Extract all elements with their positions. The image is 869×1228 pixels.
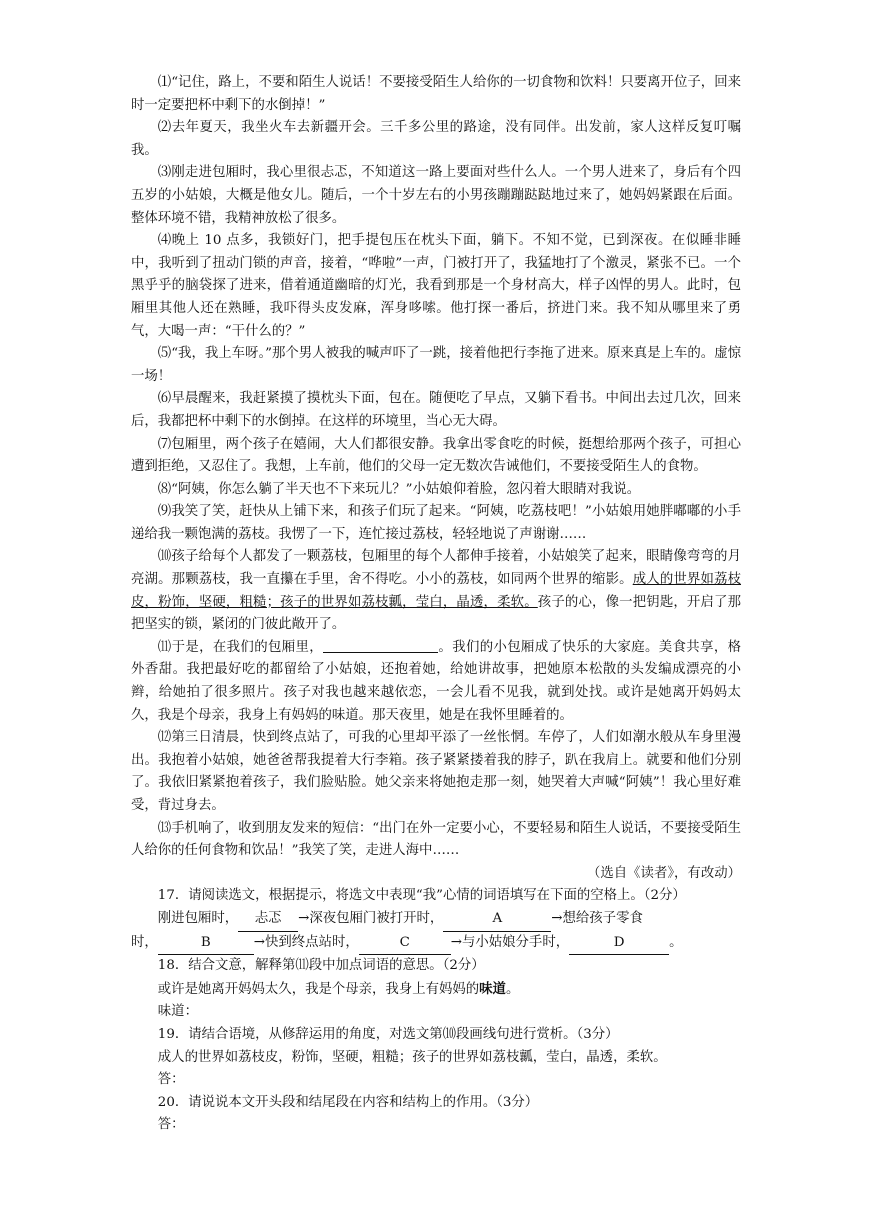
question-20-prompt: 20．请说说本文开头段和结尾段在内容和结构上的作用。（3分） bbox=[157, 1094, 539, 1110]
q17-fill-a: A bbox=[443, 908, 551, 932]
paragraph-8: ⑻“阿姨，你怎么躺了半天也不下来玩儿？”小姑娘仰着脸，忽闪着大眼睛对我说。 bbox=[157, 481, 641, 497]
q17-text-5: →快到终点站时， bbox=[253, 934, 359, 950]
paragraph-11-text-b: 。我们的小包厢成了快乐的大家庭。美食共享，格外香甜。我把最好吃的都留给了小姑娘，还抱着她，给她讲故事，把她原本松散的头发编成漂亮的小辫，给她拍了很多照片。孩子对我也越来越依恋，一会儿看不见我，就到处找。或许是她离开妈妈太久，我是个母亲，我身上有妈妈的味道。那天夜里，她是在我怀里睡着的。 bbox=[131, 639, 742, 723]
question-19-prompt: 19．请结合语境，从修辞运用的角度，对选文第⑽段画线句进行赏析。（3分） bbox=[157, 1026, 619, 1042]
paragraph-5: ⑸“我，我上车呀。”那个男人被我的喊声吓了一跳，接着他把行李拖了进来。原来真是上车的。虚惊一场！ bbox=[131, 346, 741, 384]
q18-key-word: 味道 bbox=[479, 980, 506, 997]
paragraph-10 bbox=[131, 546, 741, 636]
paragraph-10-text-a: ⑽孩子给每个人都发了一颗荔枝，包厢里的每个人都伸手接着，小姑娘笑了起来，眼睛像弯弯的月亮湖。那颗荔枝，我一直攥在手里，舍不得吃。小小的荔枝，如同两个世界的缩影。 bbox=[131, 549, 741, 588]
document-page bbox=[131, 72, 741, 1137]
q18-sentence-text: 或许是她离开妈妈太久，我是个母亲，我身上有妈妈的 bbox=[157, 981, 480, 997]
question-18-answer: 味道： bbox=[157, 1004, 198, 1020]
paragraph-7: ⑺包厢里，两个孩子在嬉闹，大人们都很安静。我拿出零食吃的时候，挺想给那两个孩子，可担心遭到拒绝，又忍住了。我想，上车前，他们的父母一定无数次告诫他们，不要接受陌生人的食物。 bbox=[131, 436, 741, 475]
paragraph-10-text-b: 孩子的心，像一把钥匙，开启了那把坚实的锁，紧闭的门彼此敞开了。 bbox=[131, 594, 742, 633]
paragraph-9: ⑼我笑了笑，赶快从上铺下来，和孩子们玩了起来。“阿姨，吃荔枝吧！”小姑娘用她胖嘟嘟的小手递给我一颗饱满的荔枝。我愣了一下，连忙接过荔枝，轻轻地说了声谢谢…… bbox=[131, 504, 741, 542]
q17-text-4: 时， bbox=[131, 934, 158, 950]
q17-text-7: 。 bbox=[669, 934, 683, 950]
paragraph-11 bbox=[131, 637, 741, 727]
source-note: （选自《读者》，有改动） bbox=[587, 865, 741, 881]
paragraph-12: ⑿第三日清晨，快到终点站了，可我的心里却平添了一丝怅惘。车停了，人们如潮水般从车身里漫出。我抱着小姑娘，她爸爸帮我提着大行李箱。孩子紧紧搂着我的脖子，趴在我肩上。就要和他们分别了。我依旧紧紧抱着孩子，我们脸贴脸。她父亲来将她抱走那一刻，她哭着大声喊“阿姨”！我心里好难受，背过身去。 bbox=[131, 730, 741, 813]
q17-text-6: →与小姑娘分手时， bbox=[450, 934, 570, 950]
paragraph-11-text-a: ⑾于是，在我们的包厢里， bbox=[157, 639, 324, 655]
paragraph-4: ⑷晚上 10 点多，我锁好门，把手提包压在枕头下面，躺下。不知不觉，已到深夜。在似睡非睡中，我听到了扭动门锁的声音，接着，“哗啦”一声，门被打开了，我猛地打了个激灵，紧张不已。一个黑乎乎的脑袋探了进来，借着通道幽暗的灯光，我看到那是一个身材高大，样子凶悍的男人。此时，包厢里其他人还在熟睡，我吓得头皮发麻，浑身哆嗦。他打探一番后，挤进门来。我不知从哪里来了勇气，大喝一声：“干什么的？” bbox=[131, 233, 741, 339]
question-17-prompt: 17．请阅读选文，根据提示，将选文中表现“我”心情的词语填写在下面的空格上。（2分） bbox=[157, 888, 686, 904]
q17-text-3: →想给孩子零食 bbox=[551, 910, 643, 926]
question-17-line-1 bbox=[131, 908, 741, 932]
fill-blank bbox=[323, 638, 438, 653]
question-18-sentence bbox=[131, 978, 741, 1002]
q17-text-1: 刚进包厢时， bbox=[157, 910, 239, 926]
question-20-answer: 答： bbox=[157, 1117, 185, 1133]
q17-fill-1: 忐忑 bbox=[238, 908, 298, 932]
q17-fill-b: B bbox=[158, 932, 254, 956]
question-17-line-2 bbox=[131, 932, 741, 956]
paragraph-3: ⑶刚走进包厢时，我心里很忐忑，不知道这一路上要面对些什么人。一个男人进来了，身后有个四五岁的小姑娘，大概是他女儿。随后，一个十岁左右的小男孩蹦蹦跶跶地过来了，她妈妈紧跟在后面。整体环境不错，我精神放松了很多。 bbox=[131, 165, 741, 226]
paragraph-13: ⒀手机响了，收到朋友发来的短信：“出门在外一定要小心，不要轻易和陌生人说话，不要接受陌生人给你的任何食物和饮品！”我笑了笑，走进人海中…… bbox=[131, 820, 741, 859]
q18-sentence-end: 。 bbox=[505, 981, 520, 997]
underlined-sentence: 成人的世界如荔枝皮，粉饰，坚硬，粗糙；孩子的世界如荔枝瓤，莹白，晶透，柔软。 bbox=[131, 572, 742, 610]
question-19-sentence: 成人的世界如荔枝皮，粉饰，坚硬，粗糙；孩子的世界如荔枝瓤，莹白，晶透，柔软。 bbox=[157, 1049, 667, 1065]
q17-fill-c: C bbox=[359, 932, 451, 956]
question-18-prompt: 18．结合文意，解释第⑾段中加点词语的意思。（2分） bbox=[157, 958, 485, 974]
question-19-answer: 答： bbox=[157, 1072, 185, 1088]
q17-text-2: →深夜包厢门被打开时， bbox=[298, 910, 444, 926]
paragraph-2: ⑵去年夏天，我坐火车去新疆开会。三千多公里的路途，没有同伴。出发前，家人这样反复叮嘱我。 bbox=[131, 120, 741, 158]
paragraph-6: ⑹早晨醒来，我赶紧摸了摸枕头下面，包在。随便吃了早点，又躺下看书。中间出去过几次，回来后，我都把杯中剩下的水倒掉。在这样的环境里，当心无大碍。 bbox=[131, 391, 741, 429]
paragraph-1: ⑴“记住，路上，不要和陌生人说话！不要接受陌生人给你的一切食物和饮料！只要离开位子，回来时一定要把杯中剩下的水倒掉！” bbox=[131, 75, 741, 113]
q17-fill-d: D bbox=[569, 932, 669, 956]
